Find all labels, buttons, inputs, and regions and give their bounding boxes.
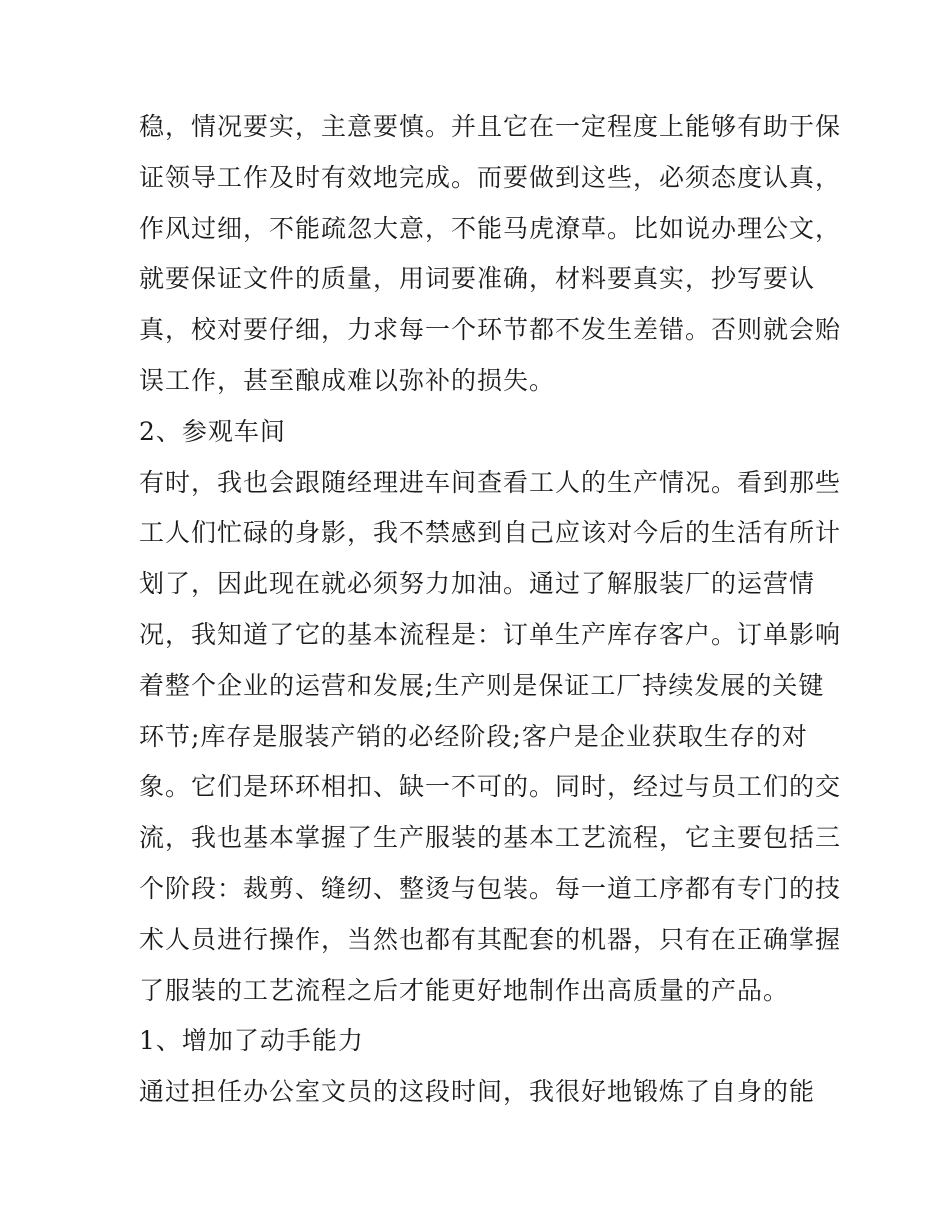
text-line: 误工作，甚至酿成难以弥补的损失。 (139, 365, 556, 395)
text-line: 证领导工作及时有效地完成。而要做到这些，必须态度认真， (139, 162, 842, 192)
text-line: 术人员进行操作，当然也都有其配套的机器，只有在正确掌握 (139, 924, 842, 954)
text-line: 稳，情况要实，主意要慎。并且它在一定程度上能够有助于保 (139, 112, 842, 141)
text-line: 划了，因此现在就必须努力加油。通过了解服装厂的运营情 (139, 569, 816, 599)
section-heading: 1、增加了动手能力 (139, 1026, 364, 1056)
text-line: 通过担任办公室文员的这段时间，我很好地锻炼了自身的能 (139, 1077, 816, 1107)
text-line: 工人们忙碌的身影，我不禁感到自己应该对今后的生活有所计 (139, 518, 842, 548)
text-line: 象。它们是环环相扣、缺一不可的。同时，经过与员工们的交 (139, 772, 842, 802)
text-line: 了服装的工艺流程之后才能更好地制作出高质量的产品。 (139, 975, 790, 1005)
document-page (139, 102, 842, 1118)
text-line: 流，我也基本掌握了生产服装的基本工艺流程，它主要包括三 (139, 823, 842, 853)
text-line: 作风过细，不能疏忽大意，不能马虎潦草。比如说办理公文， (139, 213, 842, 243)
text-line: 环节;库存是服装产销的必经阶段;客户是企业获取生存的对 (139, 721, 808, 751)
section-heading: 2、参观车间 (139, 416, 286, 446)
text-line: 况，我知道了它的基本流程是：订单生产库存客户。订单影响 (139, 619, 842, 649)
text-line: 着整个企业的运营和发展;生产则是保证工厂持续发展的关键 (139, 670, 825, 700)
text-line: 真，校对要仔细，力求每一个环节都不发生差错。否则就会贻 (139, 315, 842, 345)
text-line: 个阶段：裁剪、缝纫、整烫与包装。每一道工序都有专门的技 (139, 873, 842, 903)
text-line: 有时，我也会跟随经理进车间查看工人的生产情况。看到那些 (139, 467, 842, 497)
text-line: 就要保证文件的质量，用词要准确，材料要真实，抄写要认 (139, 264, 816, 294)
